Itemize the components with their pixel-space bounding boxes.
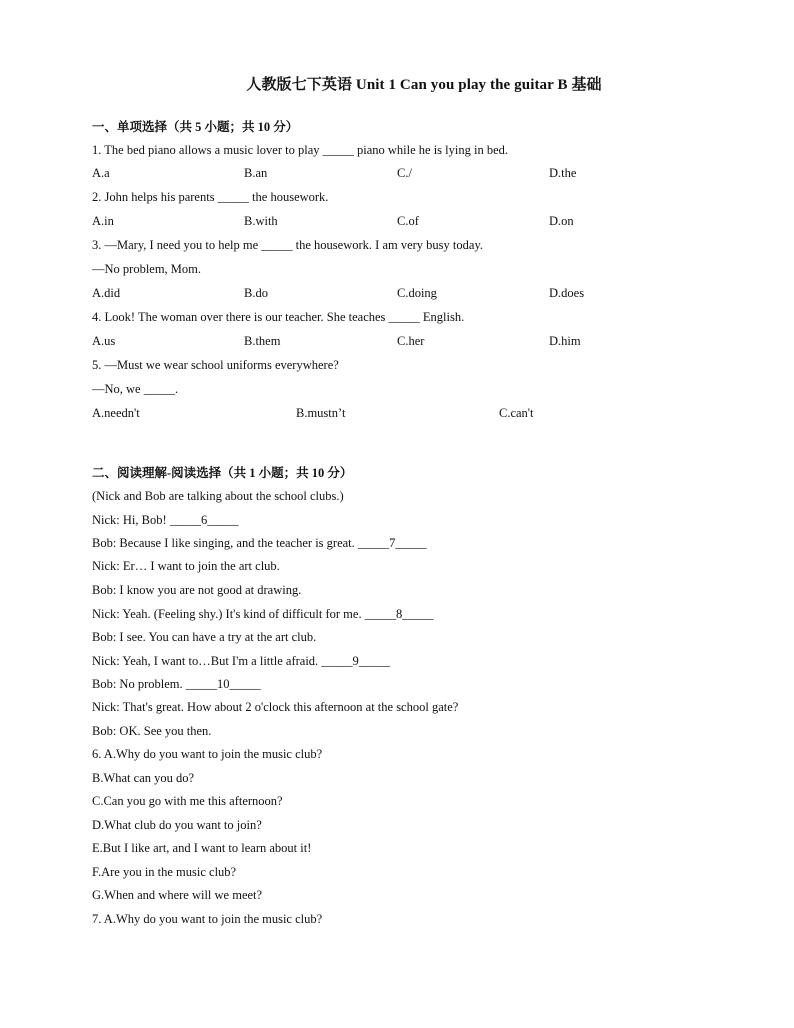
option-c: C.of — [397, 214, 419, 228]
option-a: A.needn't — [92, 406, 140, 420]
question-3-options — [92, 286, 712, 302]
question-1-stem: 1. The bed piano allows a music lover to play _____ piano while he is lying in bed. — [92, 143, 509, 157]
dialogue-line: Nick: Hi, Bob! _____6_____ — [92, 513, 239, 527]
option-a: A.did — [92, 286, 121, 300]
question-5-options — [92, 406, 712, 422]
answer-choice: B.What can you do? — [92, 771, 195, 785]
option-c: C./ — [397, 166, 412, 180]
dialogue-line: Nick: Er… I want to join the art club. — [92, 559, 280, 573]
question-4-stem: 4. Look! The woman over there is our teacher. She teaches _____ English. — [92, 310, 465, 324]
option-a: A.us — [92, 334, 116, 348]
answer-choice: 6. A.Why do you want to join the music club? — [92, 747, 323, 761]
question-3-stem: 3. —Mary, I need you to help me _____ the housework. I am very busy today. — [92, 238, 484, 252]
question-1-options — [92, 166, 712, 182]
dialogue-line: Bob: No problem. _____10_____ — [92, 677, 261, 691]
section-heading-reading: 二、阅读理解-阅读选择（共 1 小题；共 10 分） — [92, 466, 353, 480]
question-5-stem: 5. —Must we wear school uniforms everywhere? — [92, 358, 339, 372]
page-title: 人教版七下英语 Unit 1 Can you play the guitar B 基础 — [246, 77, 602, 93]
dialogue-intro: (Nick and Bob are talking about the school clubs.) — [92, 489, 344, 503]
option-c: C.doing — [397, 286, 437, 300]
dialogue-line: Nick: That's great. How about 2 o'clock this afternoon at the school gate? — [92, 700, 459, 714]
option-b: B.an — [244, 166, 268, 180]
option-b: B.them — [244, 334, 281, 348]
dialogue-line: Bob: I know you are not good at drawing. — [92, 583, 302, 597]
option-d: D.him — [549, 334, 581, 348]
question-3-response: —No problem, Mom. — [92, 262, 202, 276]
option-b: B.with — [244, 214, 278, 228]
answer-choice: 7. A.Why do you want to join the music club? — [92, 912, 323, 926]
dialogue-line: Bob: OK. See you then. — [92, 724, 212, 738]
option-a: A.a — [92, 166, 110, 180]
option-a: A.in — [92, 214, 114, 228]
answer-choice: C.Can you go with me this afternoon? — [92, 794, 283, 808]
dialogue-line: Nick: Yeah. (Feeling shy.) It's kind of difficult for me. _____8_____ — [92, 607, 434, 621]
option-b: B.mustn’t — [296, 406, 346, 420]
answer-choice: F.Are you in the music club? — [92, 865, 237, 879]
dialogue-line: Nick: Yeah, I want to…But I'm a little afraid. _____9_____ — [92, 654, 391, 668]
answer-choice: G.When and where will we meet? — [92, 888, 263, 902]
option-c: C.her — [397, 334, 425, 348]
answer-choice: E.But I like art, and I want to learn about it! — [92, 841, 312, 855]
option-c: C.can't — [499, 406, 534, 420]
answer-choice: D.What club do you want to join? — [92, 818, 262, 832]
option-d: D.on — [549, 214, 574, 228]
option-d: D.the — [549, 166, 577, 180]
option-b: B.do — [244, 286, 268, 300]
section-heading-single-choice: 一、单项选择（共 5 小题；共 10 分） — [92, 120, 299, 134]
question-4-options — [92, 334, 712, 350]
dialogue-line: Bob: Because I like singing, and the teacher is great. _____7_____ — [92, 536, 427, 550]
dialogue-line: Bob: I see. You can have a try at the art club. — [92, 630, 317, 644]
option-d: D.does — [549, 286, 585, 300]
question-2-options — [92, 214, 712, 230]
question-5-response: —No, we _____. — [92, 382, 179, 396]
question-2-stem: 2. John helps his parents _____ the housework. — [92, 190, 329, 204]
